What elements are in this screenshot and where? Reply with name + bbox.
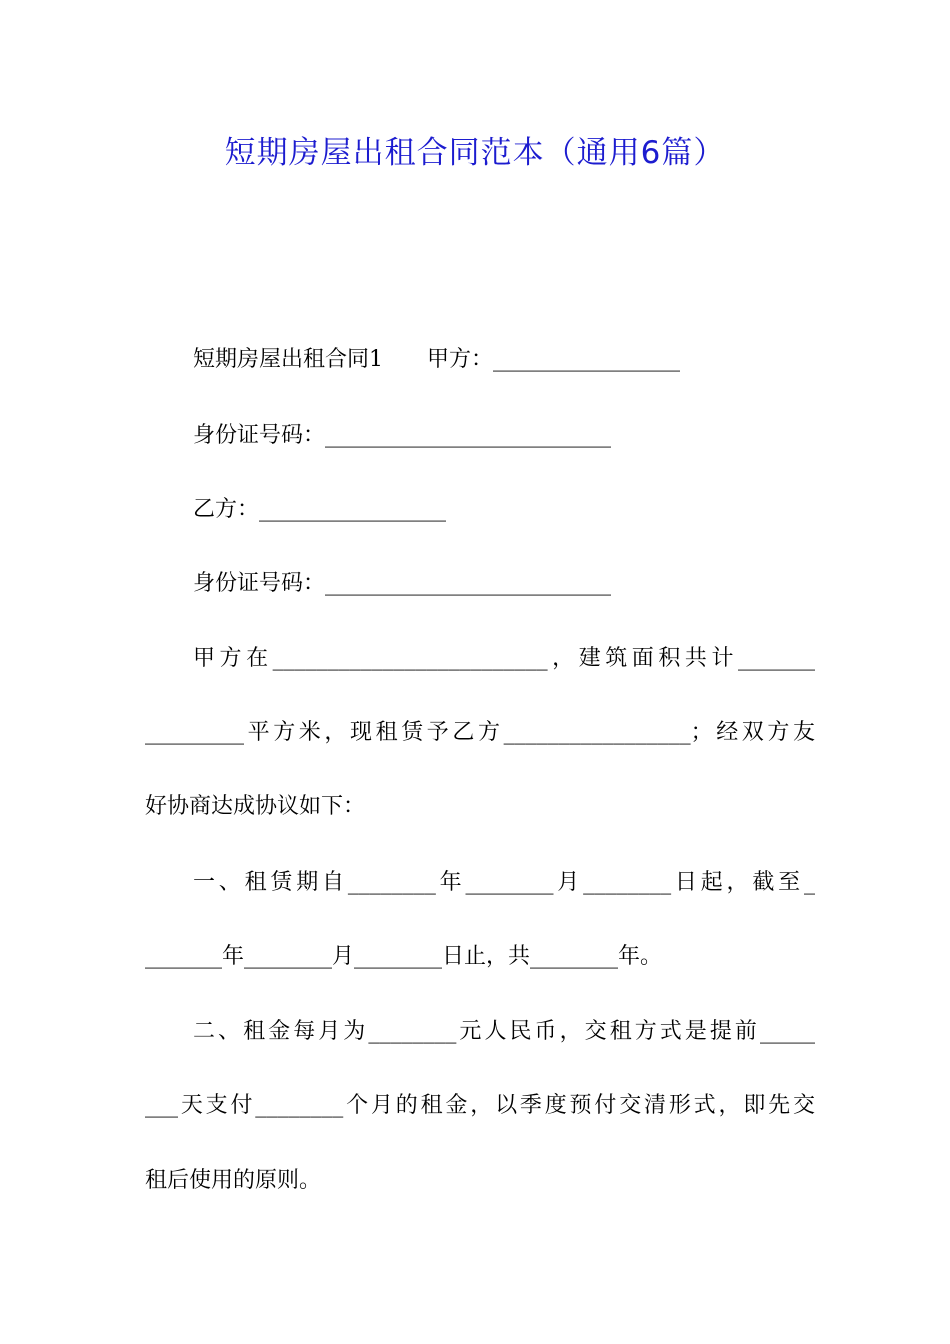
- party-b-line: 乙方：_________________: [193, 497, 447, 522]
- clause-1-line-1: 一、租赁期自________年________月________日起，截至_: [193, 870, 815, 895]
- party-a-id-line: 身份证号码：__________________________: [193, 423, 612, 448]
- clause-2-line-3: 租后使用的原则。: [145, 1168, 322, 1193]
- clause-2-line-2: ___天支付________个月的租金，以季度预付交清形式，即先交: [145, 1093, 815, 1118]
- property-line-2: _________平方米，现租赁予乙方_________________；经双方友: [145, 720, 815, 745]
- clause-2-line-1: 二、租金每月为________元人民币，交租方式是提前_____: [193, 1019, 815, 1044]
- document-title: 短期房屋出租合同范本（通用6篇）: [224, 135, 726, 171]
- clause-1-line-2: _______年________月________日止，共________年。: [145, 944, 663, 969]
- party-b-id-line: 身份证号码：__________________________: [193, 571, 612, 596]
- property-line-3: 好协商达成协议如下：: [145, 794, 366, 819]
- property-line-1: 甲方在_________________________，建筑面积共计_______: [193, 646, 815, 671]
- party-a-line: 短期房屋出租合同1 甲方：_________________: [193, 347, 680, 372]
